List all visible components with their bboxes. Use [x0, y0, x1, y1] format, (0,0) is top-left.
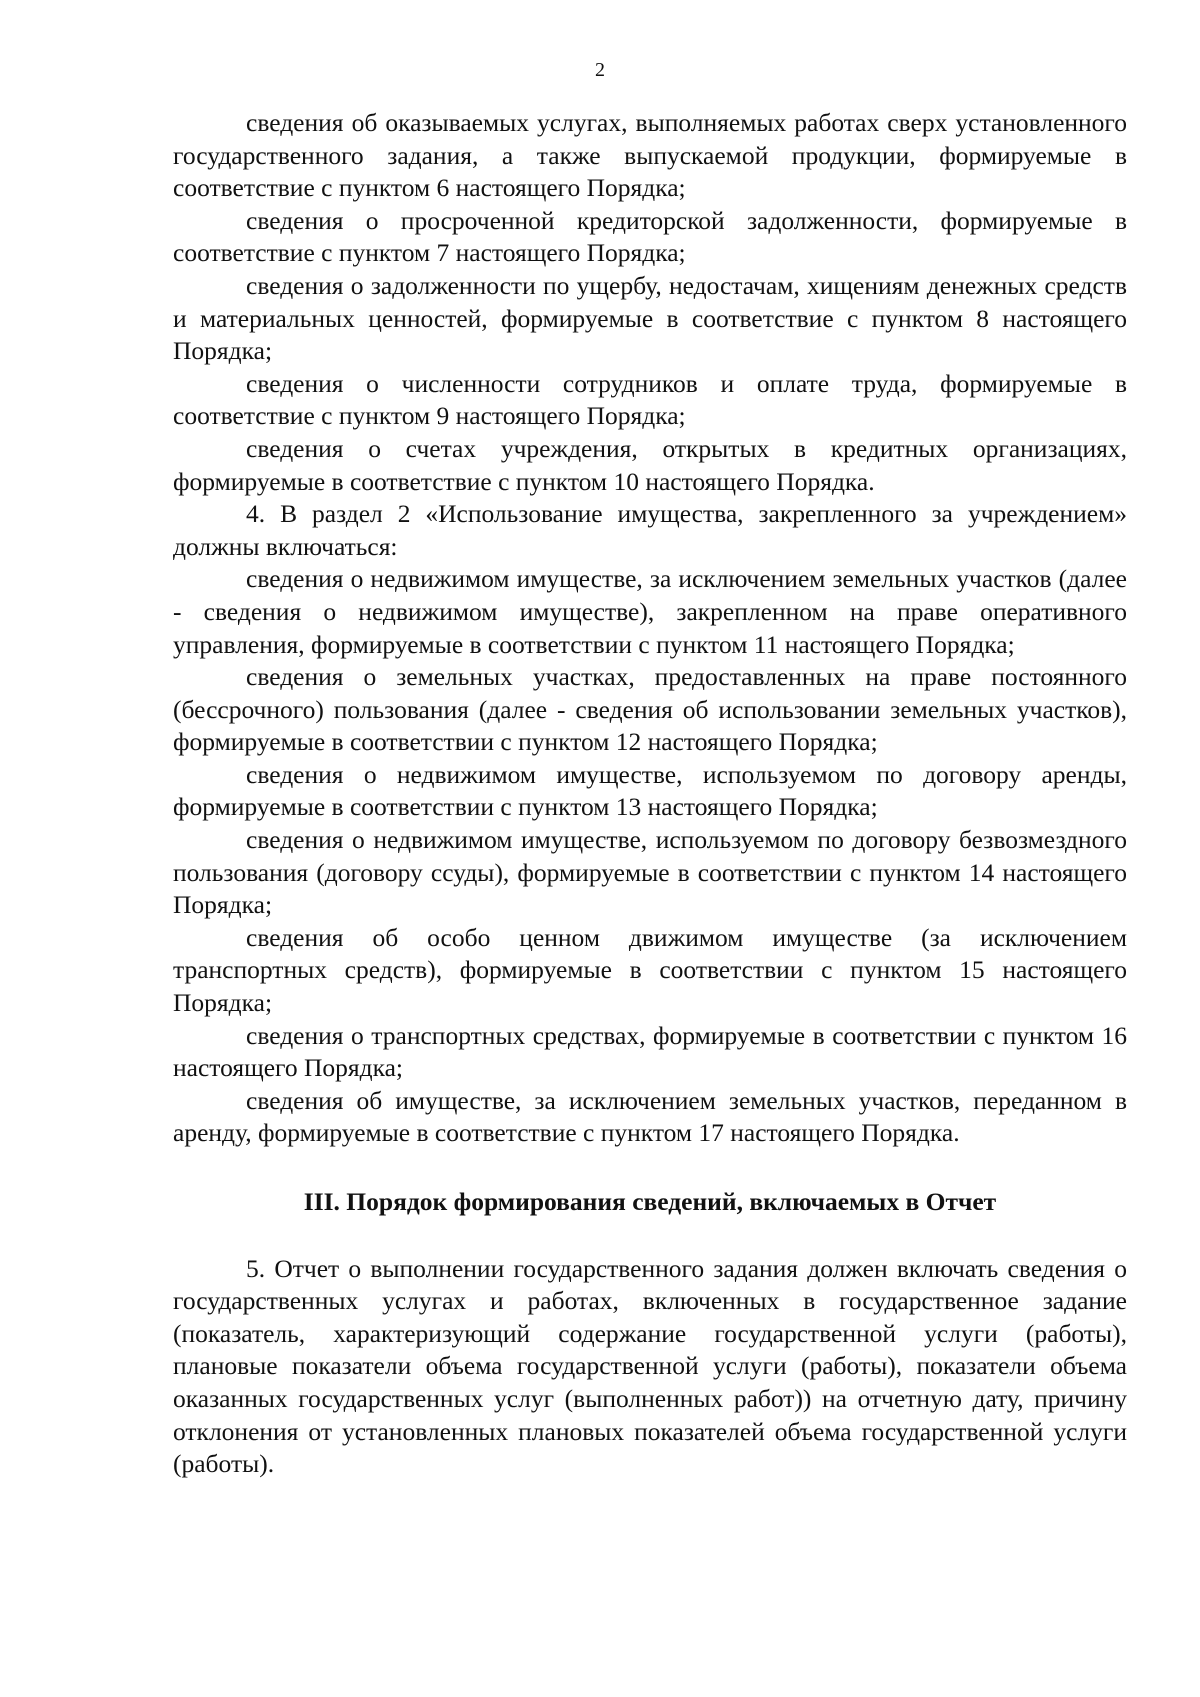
- section-heading: III. Порядок формирования сведений, включаемых в Отчет: [303, 1187, 997, 1216]
- paragraph: сведения об имуществе, за исключением земельных участков, переданном в аренду, формируемые в соответствие с пунктом 17 настоящего Порядка.: [173, 1085, 1127, 1148]
- paragraph: сведения о просроченной кредиторской задолженности, формируемые в соответствие с пунктом 7 настоящего Порядка;: [173, 205, 1127, 268]
- paragraph: сведения о счетах учреждения, открытых в кредитных организациях, формируемые в соответствие с пунктом 10 настоящего Порядка.: [173, 433, 1127, 496]
- paragraph: сведения о недвижимом имуществе, используемом по договору аренды, формируемые в соответствии с пунктом 13 настоящего Порядка;: [173, 759, 1127, 822]
- document-body: [173, 107, 1127, 1481]
- paragraph: сведения о задолженности по ущербу, недостачам, хищениям денежных средств и материальных ценностей, формируемые в соответствие с пунктом 8 настоящего Порядка;: [173, 270, 1127, 366]
- paragraph: сведения об особо ценном движимом имуществе (за исключением транспортных средств), формируемые в соответствии с пунктом 15 настоящего Порядка;: [173, 922, 1127, 1018]
- paragraph: сведения о численности сотрудников и оплате труда, формируемые в соответствие с пунктом 9 настоящего Порядка;: [173, 368, 1127, 431]
- paragraph-clause-5: 5. Отчет о выполнении государственного задания должен включать сведения о государственных услугах и работах, включенных в государственное задание (показатель, характеризующий содержание государственной услуги (работы), плановые показатели объема государственной услуги (работы), показатели объема оказанных государственных услуг (выполненных работ)) на отчетную дату, причину отклонения от установленных плановых показателей объема государственной услуги (работы).: [173, 1253, 1127, 1479]
- paragraph: сведения о транспортных средствах, формируемые в соответствии с пунктом 16 настоящего Порядка;: [173, 1020, 1127, 1083]
- paragraph: сведения о недвижимом имуществе, за исключением земельных участков (далее - сведения о недвижимом имуществе), закрепленном на праве оперативного управления, формируемые в соответствии с пунктом 11 настоящего Порядка;: [173, 564, 1127, 659]
- paragraph: сведения о недвижимом имуществе, используемом по договору безвозмездного пользования (договору ссуды), формируемые в соответствии с пунктом 14 настоящего Порядка;: [173, 825, 1127, 920]
- paragraph: сведения об оказываемых услугах, выполняемых работах сверх установленного государственного задания, а также выпускаемой продукции, формируемые в соответствие с пунктом 6 настоящего Порядка;: [173, 108, 1127, 203]
- page-number: 2: [595, 59, 605, 81]
- paragraph-clause-4: 4. В раздел 2 «Использование имущества, закрепленного за учреждением» должны включаться:: [173, 499, 1127, 561]
- paragraph: сведения о земельных участках, предоставленных на праве постоянного (бессрочного) пользования (далее - сведения об использовании земельных участков), формируемые в соответствии с пунктом 12 настоящего Порядка;: [173, 662, 1127, 757]
